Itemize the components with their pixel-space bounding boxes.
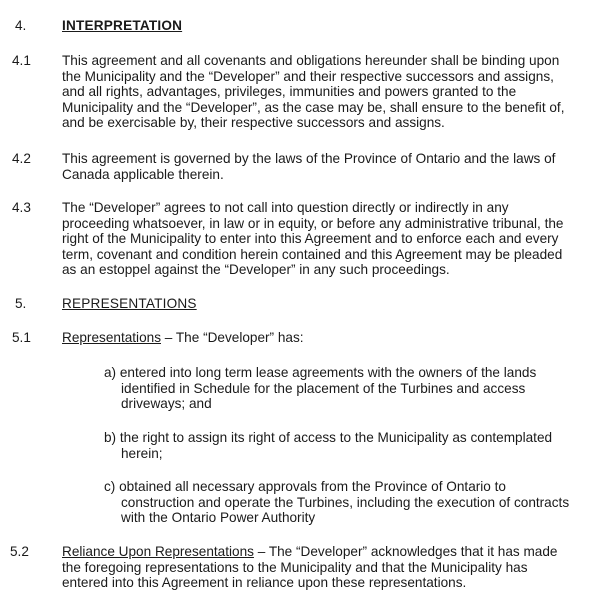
clause-number: 4.2 — [12, 151, 31, 166]
text-line — [104, 479, 592, 495]
list-item — [104, 365, 592, 412]
text-line: as an estoppel against the “Developer” in any such proceedings. — [62, 262, 450, 278]
text-line — [62, 330, 592, 346]
text-line: proceeding whatsoever, in law or in equity, or before any administrative tribunal, the — [62, 215, 564, 231]
item-label: a) — [104, 365, 117, 380]
text-line: the foregoing representations to the Municipality and that the Municipality has — [62, 559, 528, 575]
item-label: c) — [104, 479, 116, 494]
text-line — [104, 430, 592, 446]
clause-number: 4.3 — [12, 200, 31, 215]
text-line: This agreement and all covenants and obligations hereunder shall be binding upon — [62, 53, 560, 68]
clause-heading: Representations — [62, 330, 161, 345]
text-line: The “Developer” agrees to not call into question directly or indirectly in any — [62, 200, 509, 215]
item-text: obtained all necessary approvals from the Province of Ontario to — [119, 479, 506, 494]
list-item — [104, 430, 592, 461]
clause-number: 5.1 — [12, 330, 31, 345]
text-line: Canada applicable therein. — [62, 166, 224, 182]
text-line: entered into this Agreement in reliance upon these representations. — [62, 575, 467, 591]
text-line: and be exercisable by, their respective successors and assigns. — [62, 115, 445, 131]
section-title: REPRESENTATIONS — [62, 296, 197, 311]
text-line: Municipality and the “Developer”, as the case may be, shall ensure to the benefit of, — [62, 99, 565, 115]
text-line: and all rights, advantages, privileges, immunities and powers granted to the — [62, 84, 517, 100]
list-item — [104, 479, 592, 526]
clause-number: 4.1 — [12, 53, 31, 68]
text-line — [104, 365, 592, 381]
text-line: term, covenant and condition herein contained and this Agreement may be pleaded — [62, 246, 563, 262]
clause-heading-rest: – The “Developer” acknowledges that it has made — [253, 544, 558, 559]
clause-text — [62, 151, 592, 182]
item-text: the right to assign its right of access to the Municipality as contemplated — [119, 430, 553, 445]
clause-text — [62, 544, 592, 591]
clause-heading-rest: – The “Developer” has: — [161, 330, 304, 345]
text-line: the Municipality and the “Developer” and their respective successors and assigns, — [62, 68, 554, 84]
section-number: 4. — [15, 18, 27, 33]
text-line: identified in Schedule for the placement of the Turbines and access — [121, 380, 526, 396]
clause-text — [62, 330, 592, 346]
section-number: 5. — [15, 296, 27, 311]
clause-text — [62, 200, 592, 278]
clause-number: 5.2 — [10, 544, 29, 559]
item-text: entered into long term lease agreements with the owners of the lands — [119, 365, 537, 380]
section-title: INTERPRETATION — [62, 18, 183, 33]
clause-heading: Reliance Upon Representations — [62, 544, 254, 559]
text-line: construction and operate the Turbines, including the execution of contracts — [121, 494, 570, 510]
text-line: This agreement is governed by the laws of the Province of Ontario and the laws of — [62, 151, 556, 166]
text-line: with the Ontario Power Authority — [121, 510, 316, 526]
text-line — [62, 544, 592, 560]
clause-text — [62, 53, 592, 131]
text-line: driveways; and — [121, 396, 212, 412]
text-line: right of the Municipality to enter into this Agreement and to enforce each and every — [62, 231, 559, 247]
item-label: b) — [104, 430, 117, 445]
text-line: herein; — [121, 445, 163, 461]
